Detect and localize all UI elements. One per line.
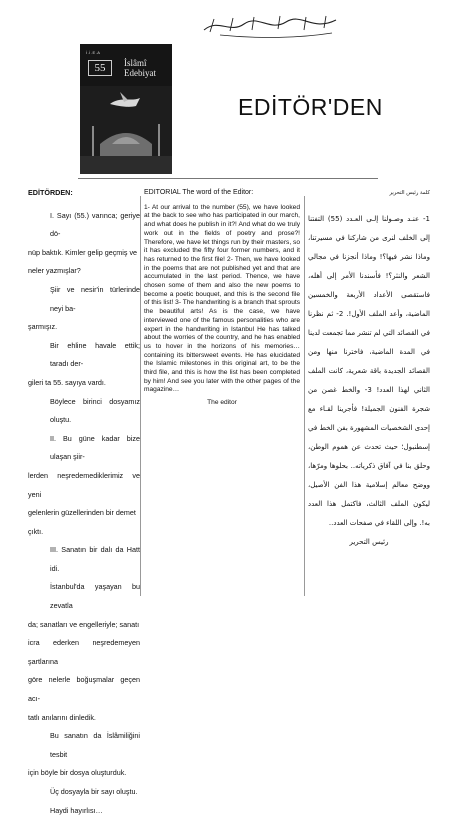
tr-line: da; sanatları ve engelleriyle; sanatı	[28, 619, 140, 629]
tr-line: icra ederken neşredemeyen şartlarına	[28, 638, 140, 666]
cover-top-text: İ.İ.E.A	[86, 50, 101, 55]
english-column	[144, 189, 300, 408]
cover-title-line2: Edebiyat	[124, 68, 156, 78]
arabic-column	[308, 186, 430, 552]
column-divider-right	[304, 196, 305, 596]
arabic-body: 1- عنـد وصـولنا إلـى العـدد (55) التفتنا إلى الخلف لنرى من شاركنا في مسيرتنا، وماذا نشر فيها؟! وماذا أنجزنا في مجالي الشعر والنثر؟! فأسندنا الأمر إلى أهله، فاستقصى الأعداد الأربعة والخمسين الماضية، وأعد الملف الأول!. 2- ثم نظرنا في القصائد التي لم تنشر مما تجمعت لدينا في المدة الماضية، فاخترنا منها ومن القصائد الجديدة باقة شعرية، كانت الملف الثاني لهذا العدد! 3- والخط غصن من شجرة الفنون الجميلة! فأجرينا لقـاء مع إحدى الشخصيات المشهورة بفن الخط في إسطنبول؛ حيث تحدث عن هموم الوطن، وحلق بنا في آفاق ذكرياته.. بحلوها ومرّها، ووضح معالم إسلامية هذا الفن الأصيل، ليكون الملف الثالث، فاكتمل هذا العدد به!. وإلى اللقاء في صفحات العدد..	[308, 215, 430, 527]
tr-line: gelenlerin güzellerinden bir demet	[28, 508, 136, 518]
turkish-column	[28, 184, 140, 820]
tr-line: lerden neşredemediklerimiz ve yeni	[28, 470, 140, 499]
english-signature: The editor	[207, 399, 237, 407]
tr-line: Bu sanatın da İslâmiliğini tesbit	[50, 731, 140, 759]
tr-line: Bir ehline havale ettik; taradı der-	[50, 340, 140, 369]
cover-title	[124, 58, 156, 78]
arabic-heading: كلمة رئيس التحرير	[389, 190, 430, 196]
basmala-calligraphy	[200, 10, 340, 40]
tr-line: II. Bu güne kadar bize ulaşan şiir-	[50, 433, 140, 462]
header-divider	[78, 178, 378, 179]
cover-title-line1: İslâmî	[124, 58, 147, 68]
cover-mosque-art	[80, 86, 172, 174]
english-body: 1- At our arrival to the number (55), we have looked at the back to see who has participated in our march, and what does he publish in it?! And what do we truly work out in the fields of poetry and prose?! Therefore, we have let things run by their masters, so it has excluded the fifty four former numbers, and it has returned to the first file! 2- Then, we have looked in the poems that are not published yet and that are accumulated in the last period. Thence, we have chosen some of them and also the new poems to become a poetic bouquet, and this is the second file of this list! 3- The handwriting is a branch that sprouts the beautiful arts! As is the case, we have interviewed one of the famous personalities who are expert in the handwriting in Istanbul He has talked about the worries of the country, and he has enabled us to hover in the horizons of his memories…containing its bittersweet events. He has elucidated the Islamic milestones in this original art, to be the third file, and this is how the list has been completed by him! And see you later with the other pages of the magazine…	[144, 203, 301, 394]
page-title: EDİTÖR'DEN	[238, 94, 383, 120]
tr-line: için böyle bir dosya oluşturduk.	[28, 768, 127, 778]
tr-line: İstanbul'da yaşayan bu zevatla	[50, 582, 140, 611]
tr-line: Haydi hayırlısı…	[50, 805, 103, 815]
tr-line: Üç dosyayla bir sayı oluştu.	[50, 787, 138, 796]
tr-line: nüp baktık. Kimler gelip geçmiş ve	[28, 247, 138, 257]
tr-line: III. Sanatın bir dalı da Hatt idi.	[50, 545, 140, 573]
tr-line: tatlı anılarını dinledik.	[28, 712, 96, 722]
basmala-calligraphy-art	[200, 10, 340, 40]
tr-line: göre nelerle boğuşmalar geçen acı-	[28, 675, 140, 704]
tr-line: gileri ta 55. sayıya vardı.	[28, 377, 106, 387]
tr-line: Şiir ve nesir'in türlerinde neyi ba-	[50, 284, 140, 313]
turkish-heading: EDİTÖRDEN:	[28, 188, 73, 197]
cover-issue-number: 55	[88, 60, 112, 76]
tr-line: çıktı.	[28, 526, 44, 536]
tr-line: şarmışız.	[28, 322, 58, 332]
magazine-cover	[80, 44, 172, 174]
column-divider-left	[140, 196, 141, 596]
tr-line: I. Sayı (55.) varınca; geriye dö-	[50, 210, 140, 239]
tr-line: Böylece birinci dosyamız oluştu.	[50, 396, 140, 425]
english-heading: EDITORIAL The word of the Editor:	[144, 189, 254, 196]
arabic-signature: رئيس التحرير	[349, 538, 389, 546]
tr-line: neler yazmışlar?	[28, 266, 81, 276]
